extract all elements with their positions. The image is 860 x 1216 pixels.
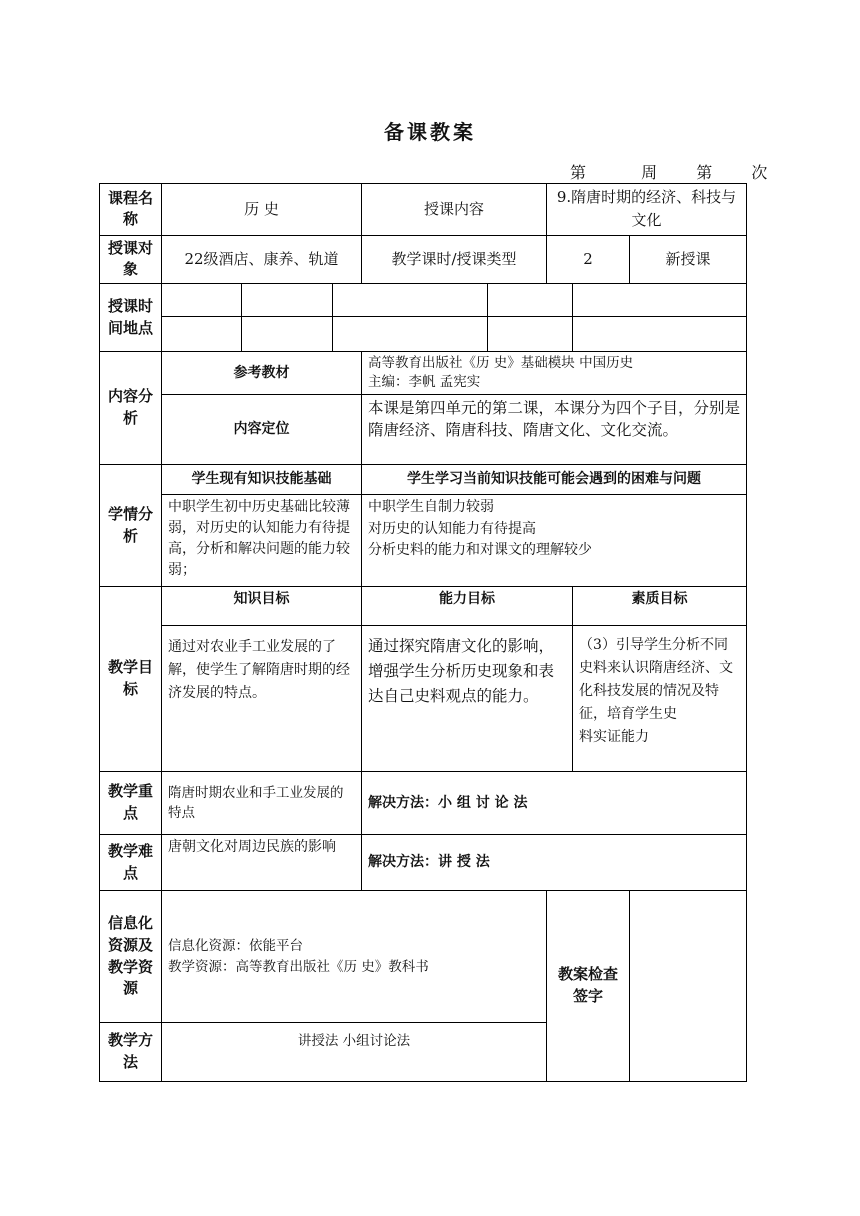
ability-goal-text: 通过探究隋唐文化的影响，增强学生分析历史现象和表达自己史料观点的能力。 — [362, 626, 573, 772]
difficulty-text: 唐朝文化对周边民族的影响 — [162, 835, 362, 891]
place-cell — [333, 317, 488, 352]
resources-header: 信息化资源及教学资源 — [100, 891, 162, 1023]
knowledge-goal-header: 知识目标 — [162, 587, 362, 626]
reference-line-1: 高等教育出版社《历 史》基础模块 中国历史 — [368, 355, 634, 372]
hours-type-label: 教学课时/授课类型 — [362, 235, 547, 284]
place-cell — [488, 317, 573, 352]
time-cell — [333, 284, 488, 317]
quality-goal-line-2: 料实证能力 — [579, 729, 650, 746]
reference-textbook-label: 参考教材 — [162, 352, 362, 395]
sign-check-cell — [630, 891, 747, 1082]
key-point-text: 隋唐时期农业和手工业发展的特点 — [162, 772, 362, 835]
target-header: 授课对象 — [100, 235, 162, 284]
method-text: 讲授法 小组讨论法 — [162, 1023, 547, 1082]
time-cell — [573, 284, 747, 317]
teaching-content-value: 9.隋唐时期的经济、科技与文化 — [547, 184, 747, 236]
hours-value: 2 — [547, 235, 630, 284]
sign-check-header: 教案检查签字 — [547, 891, 630, 1082]
knowledge-goal-text: 通过对农业手工业发展的了解，使学生了解隋唐时期的经济发展的特点。 — [162, 626, 362, 772]
existing-knowledge-header: 学生现有知识技能基础 — [162, 465, 362, 495]
resources-line-2: 教学资源：高等教育出版社《历 史》教科书 — [168, 958, 429, 975]
course-name-header: 课程名称 — [100, 184, 162, 236]
time-cell — [242, 284, 333, 317]
page-title: 备课教案 — [384, 120, 476, 144]
place-cell — [162, 317, 242, 352]
reference-line-2: 主编：李帆 孟宪实 — [368, 374, 481, 390]
week-di-1: 第 — [570, 163, 587, 182]
resources-line-1: 信息化资源：依能平台 — [168, 937, 303, 954]
week-ci: 次 — [751, 163, 768, 182]
quality-goal-line-1: （3）引导学生分析不同史料来认识隋唐经济、文化科技发展的情况及特征，培育学生史 — [579, 637, 734, 723]
quality-goal-header: 素质目标 — [573, 587, 747, 626]
student-analysis-header: 学情分析 — [100, 465, 162, 587]
time-cell — [162, 284, 242, 317]
difficulty-line-3: 分析史料的能力和对课文的理解较少 — [368, 542, 593, 559]
resources-text — [162, 891, 547, 1023]
method-header: 教学方法 — [100, 1023, 162, 1082]
quality-goal-text — [573, 626, 747, 772]
difficulty-solution: 解决方法：讲 授 法 — [362, 835, 747, 891]
place-cell — [573, 317, 747, 352]
target-value: 22级酒店、康养、轨道 — [162, 235, 362, 284]
week-zhou: 周 — [641, 163, 658, 182]
ability-goal-header: 能力目标 — [362, 587, 573, 626]
content-position-label: 内容定位 — [162, 395, 362, 465]
week-di-2: 第 — [696, 163, 713, 182]
lesson-plan-table — [99, 183, 747, 1082]
difficulty-header: 教学难点 — [100, 835, 162, 891]
week-line — [570, 160, 785, 183]
reference-textbook-value — [362, 352, 747, 395]
difficulty-line-2: 对历史的认知能力有待提高 — [368, 520, 537, 537]
teaching-content-label: 授课内容 — [362, 184, 547, 236]
key-point-header: 教学重点 — [100, 772, 162, 835]
place-cell — [242, 317, 333, 352]
time-place-header: 授课时间地点 — [100, 284, 162, 352]
difficulties-text — [362, 495, 747, 587]
key-point-solution: 解决方法：小 组 讨 论 法 — [362, 772, 747, 835]
difficulties-header: 学生学习当前知识技能可能会遇到的困难与问题 — [362, 465, 747, 495]
content-analysis-header: 内容分析 — [100, 352, 162, 465]
difficulty-line-1: 中职学生自制力较弱 — [368, 499, 495, 515]
time-cell — [488, 284, 573, 317]
lesson-type-value: 新授课 — [630, 235, 747, 284]
course-name-value: 历 史 — [162, 184, 362, 236]
existing-knowledge-text: 中职学生初中历史基础比较薄弱，对历史的认知能力有待提高，分析和解决问题的能力较弱； — [162, 495, 362, 587]
content-position-value: 本课是第四单元的第二课，本课分为四个子目，分别是隋唐经济、隋唐科技、隋唐文化、文化交流。 — [362, 395, 747, 465]
teaching-goals-header: 教学目标 — [100, 587, 162, 772]
